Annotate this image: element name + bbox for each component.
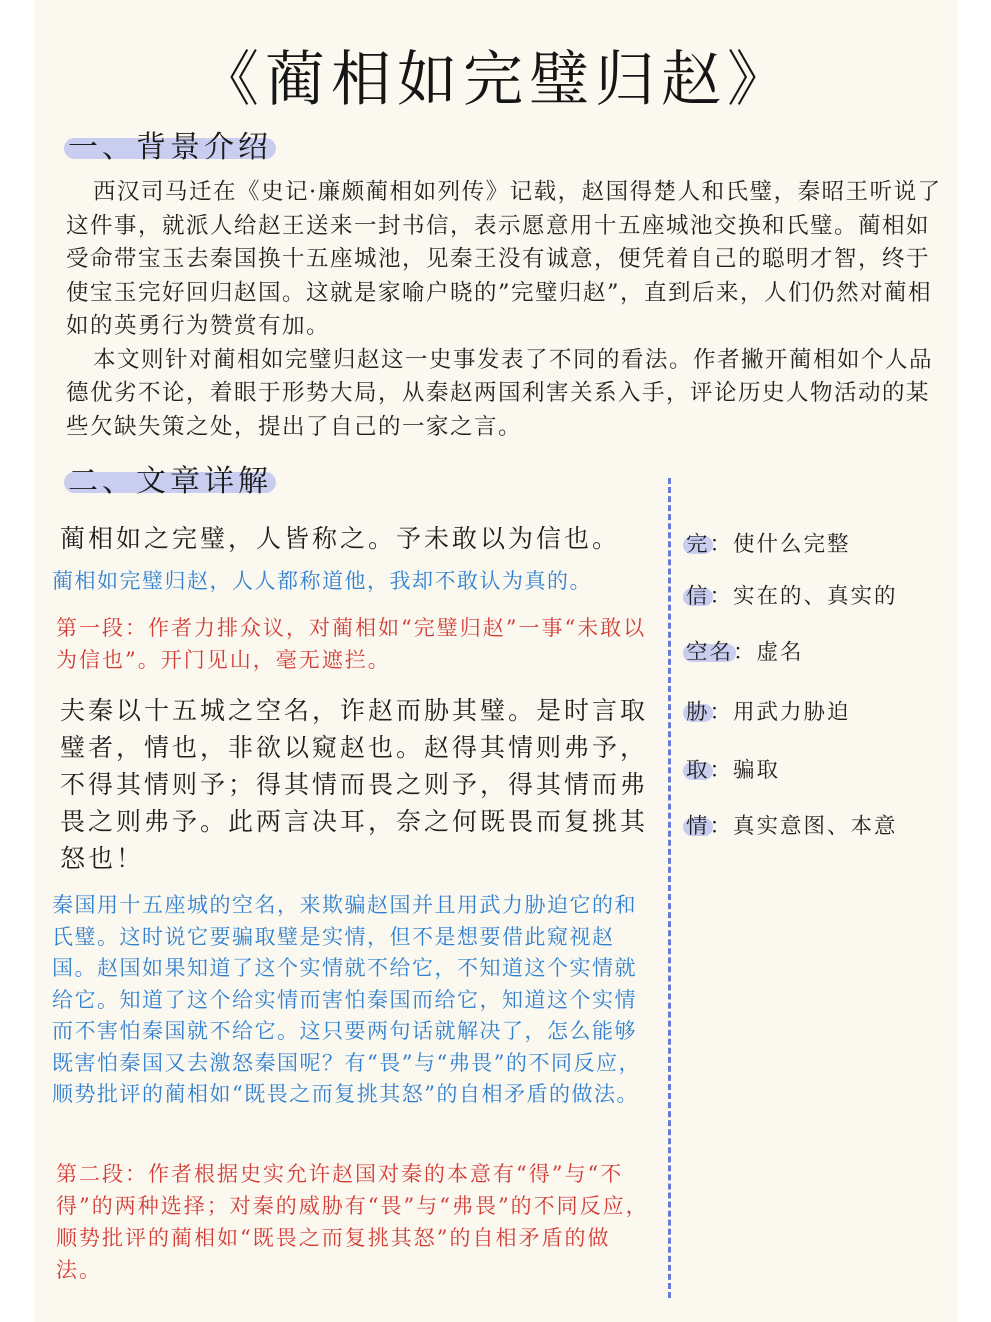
glossary-term: 信: [686, 584, 710, 609]
glossary-meaning: 用武力胁迫: [733, 700, 851, 725]
glossary-separator: ：: [709, 700, 734, 725]
commentary-para2: 第二段：作者根据史实允许赵国对秦的本意有“得”与“不得”的两种选择；对秦的威胁有“畏”与“弗畏”的不同反应，顺势批评的蔺相如“既畏之而复挑其怒”的自相矛盾的做法。: [56, 1162, 649, 1282]
page: [34, 0, 958, 1322]
glossary-separator: ：: [709, 532, 734, 557]
commentary-para1: 第一段：作者力排众议，对蔺相如“完璧归赵”一事“未敢以为信也”。开门见山，毫无遮拦。: [56, 616, 647, 672]
glossary-item: [686, 756, 780, 786]
glossary-meaning: 使什么完整: [733, 532, 851, 557]
intro-paragraph: 西汉司马迁在《史记·廉颇蔺相如列传》记载，赵国得楚人和氏璧，秦昭王听说了这件事，就派人给赵王送来一封书信，表示愿意用十五座城池交换和氏璧。蔺相如受命带宝玉去秦国换十五座城池，见秦王没有诚意，便凭着自己的聪明才智，终于使宝玉完好回归赵国。这就是家喻户晓的”完璧归赵”，直到后来，人们仍然对蔺相如的英勇行为赞赏有加。: [66, 179, 942, 339]
glossary-item: [686, 582, 898, 612]
section-heading-label: 二、文章详解: [68, 464, 272, 499]
glossary-item: [686, 812, 898, 842]
original-text-para1: 蔺相如之完璧，人皆称之。予未敢以为信也。: [60, 524, 621, 553]
section-heading-background: [68, 128, 272, 168]
glossary-meaning: 虚名: [756, 640, 804, 665]
glossary-item: [686, 698, 851, 728]
translation-para2: 秦国用十五座城的空名，来欺骗赵国并且用武力胁迫它的和氏璧。这时说它要骗取璧是实情，但不是想要借此窥视赵国。赵国如果知道了这个实情就不给它，不知道这个实情就给它。知道了这个给实情而害怕秦国而给它，知道这个实情而不害怕秦国就不给它。这只要两句话就解决了，怎么能够既害怕秦国又去激怒秦国呢？有“畏”与“弗畏”的不同反应，顺势批评的蔺相如“既畏之而复挑其怒”的自相矛盾的做法。: [52, 893, 641, 1106]
glossary-separator: ：: [733, 640, 757, 665]
glossary-term: 取: [686, 758, 710, 783]
intro-paragraph: 本文则针对蔺相如完璧归赵这一史事发表了不同的看法。作者撇开蔺相如个人品德优劣不论，着眼于形势大局，从秦赵两国利害关系入手，评论历史人物活动的某些欠缺失策之处，提出了自己的一家之言。: [66, 346, 934, 440]
glossary-term: 胁: [686, 700, 710, 725]
glossary-meaning: 实在的、真实的: [733, 584, 898, 609]
section-heading-analysis: [68, 462, 272, 502]
glossary-term: 空名: [686, 640, 734, 665]
glossary-term: 情: [686, 814, 710, 839]
glossary-item: [686, 638, 804, 668]
translation-para1: 蔺相如完璧归赵，人人都称道他，我却不敢认为真的。: [52, 569, 592, 593]
background-intro: [66, 176, 944, 444]
glossary-separator: ：: [709, 814, 734, 839]
page-title: 《蔺相如完璧归赵》: [199, 45, 793, 115]
glossary-term: 完: [686, 532, 710, 557]
glossary-meaning: 真实意图、本意: [733, 814, 898, 839]
section-heading-label: 一、背景介绍: [68, 130, 272, 165]
original-text-para2: 夫秦以十五城之空名，诈赵而胁其璧。是时言取璧者，情也，非欲以窥赵也。赵得其情则弗予，不得其情则予；得其情而畏之则予，得其情而弗畏之则弗予。此两言决耳，奈之何既畏而复挑其怒也！: [60, 696, 649, 873]
glossary-meaning: 骗取: [733, 758, 781, 783]
glossary-separator: ：: [709, 758, 734, 783]
glossary-separator: ：: [709, 584, 734, 609]
glossary-item: [686, 530, 851, 560]
column-divider: [668, 478, 671, 1298]
